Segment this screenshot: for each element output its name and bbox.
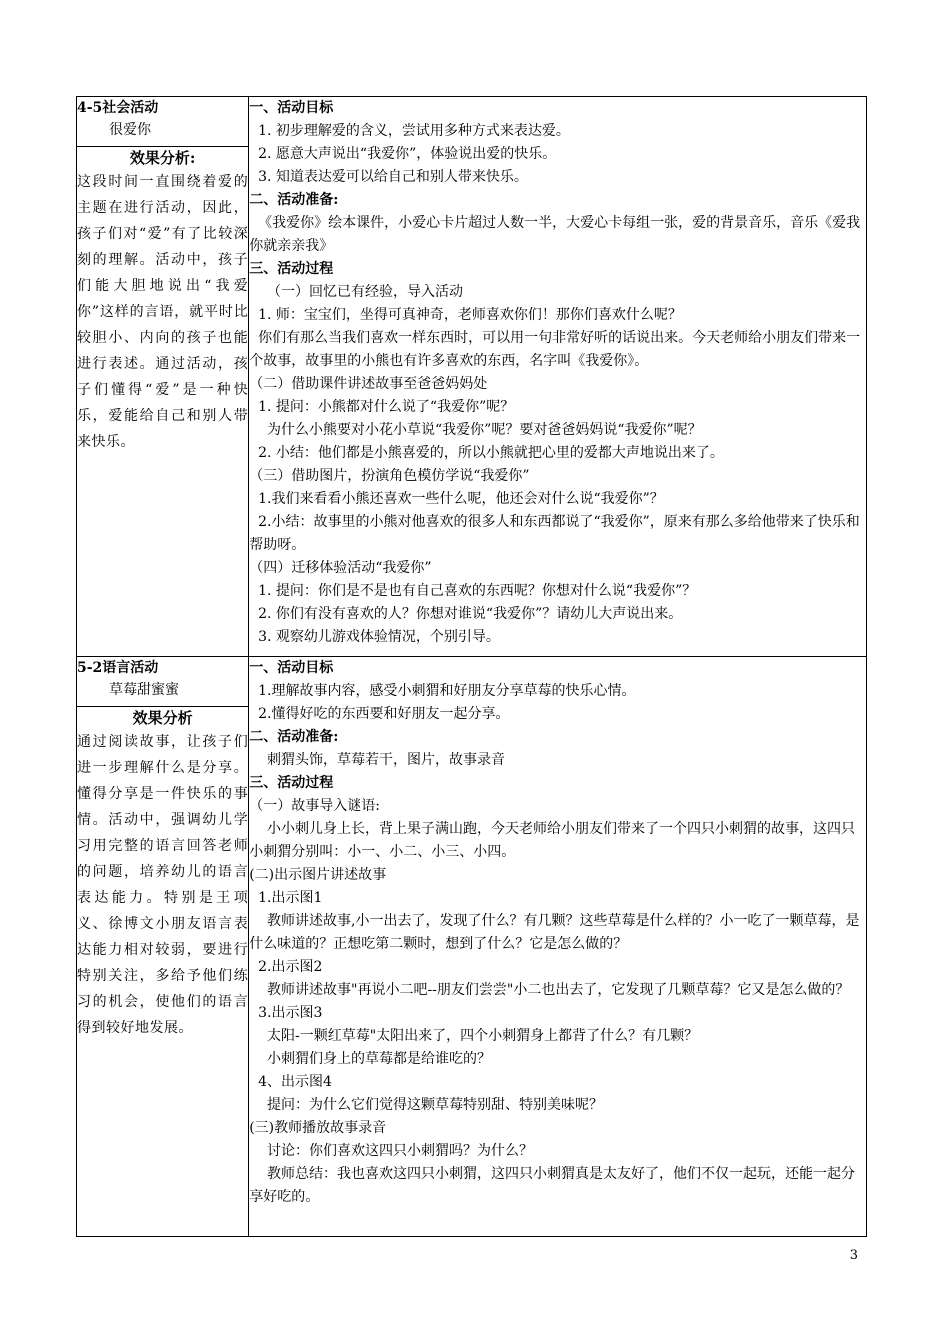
plan-line: 3.出示图3 <box>249 1005 323 1021</box>
lesson-header-2 <box>77 657 249 707</box>
lesson-plan-1 <box>249 97 867 657</box>
lesson-code: 5-2语言活动 <box>77 660 159 676</box>
plan-line: （二）借助课件讲述故事至爸爸妈妈处 <box>249 376 488 392</box>
plan-line: 1.理解故事内容，感受小刺猬和好朋友分享草莓的快乐心情。 <box>249 683 636 699</box>
plan-line: 太阳-一颗红草莓"太阳出来了，四个小刺猬身上都背了什么？有几颗？ <box>249 1028 699 1044</box>
plan-line: 3. 知道表达爱可以给自己和别人带来快乐。 <box>249 169 528 185</box>
plan-line: 2. 你们有没有喜欢的人？你想对谁说“我爱你”？请幼儿大声说出来。 <box>249 606 683 622</box>
plan-line: 2.小结：故事里的小熊对他喜欢的很多人和东西都说了“我爱你”，原来有那么多给他带来了快乐和帮助呀。 <box>249 514 860 553</box>
lesson-plan-2 <box>249 657 867 1237</box>
plan-line: 1. 师：宝宝们，坐得可真神奇，老师喜欢你们！那你们喜欢什么呢？ <box>249 307 682 323</box>
plan-line: 1. 提问：小熊都对什么说了“我爱你”呢？ <box>249 399 515 415</box>
plan-line: 2.出示图2 <box>249 959 323 975</box>
plan-line: 2. 愿意大声说出“我爱你”，体验说出爱的快乐。 <box>249 146 557 162</box>
plan-heading: 三、活动过程 <box>249 775 334 791</box>
plan-line: 1. 提问：你们是不是也有自己喜欢的东西呢？你想对什么说“我爱你”？ <box>249 583 697 599</box>
plan-line: 为什么小熊要对小花小草说“我爱你”呢？要对爸爸妈妈说“我爱你”呢？ <box>249 422 702 438</box>
effect-analysis-2 <box>77 707 249 1237</box>
plan-line: 1.我们来看看小熊还喜欢一些什么呢，他还会对什么说“我爱你”？ <box>249 491 664 507</box>
plan-line: 刺猬头饰，草莓若干，图片，故事录音 <box>249 752 506 768</box>
plan-line: 讨论：你们喜欢这四只小刺猬吗？为什么？ <box>249 1143 534 1159</box>
plan-line: 2.懂得好吃的东西要和好朋友一起分享。 <box>249 706 510 722</box>
page-number: 3 <box>849 1248 858 1263</box>
plan-line: （一）回忆已有经验，导入活动 <box>249 284 464 300</box>
plan-line: （三）借助图片，扮演角色模仿学说“我爱你” <box>249 468 530 484</box>
plan-line: 《我爱你》绘本课件，小爱心卡片超过人数一半，大爱心卡每组一张，爱的背景音乐，音乐《爱我你就亲亲我》 <box>249 215 861 254</box>
effect-title: 效果分析 <box>132 709 193 727</box>
lesson-table <box>76 96 867 1237</box>
lesson-title: 很爱你 <box>109 122 151 138</box>
plan-line: （一）故事导入谜语: <box>249 798 380 814</box>
plan-line: 教师讲述故事,小一出去了，发现了什么？有几颗？这些草莓是什么样的？小一吃了一颗草莓，是什么味道的？正想吃第二颗时，想到了什么？它是怎么做的？ <box>249 913 860 952</box>
plan-heading: 二、活动准备: <box>249 729 339 745</box>
plan-heading: 一、活动目标 <box>249 660 334 676</box>
lesson-header-1 <box>77 97 249 147</box>
plan-heading: 三、活动过程 <box>249 261 334 277</box>
effect-text: 通过阅读故事，让孩子们进一步理解什么是分享。懂得分享是一件快乐的事情。活动中，强调幼儿学习用完整的语言回答老师的问题，培养幼儿的语言表达能力。特别是王项义、徐博文小朋友语言表达能力相对较弱，要进行特别关注，多给予他们练习的机会，使他们的语言得到较好地发展。 <box>77 734 249 1036</box>
plan-line: 1. 初步理解爱的含义，尝试用多种方式来表达爱。 <box>249 123 570 139</box>
plan-line: 教师讲述故事"再说小二吧--朋友们尝尝"小二也出去了，它发现了几颗草莓？它又是怎么做的？ <box>249 982 850 998</box>
plan-line: 小刺猬们身上的草莓都是给谁吃的？ <box>249 1051 492 1067</box>
plan-line: (二)出示图片讲述故事 <box>249 867 387 883</box>
plan-line: 1.出示图1 <box>249 890 323 906</box>
plan-line: 4、出示图4 <box>249 1074 332 1090</box>
plan-line: 2. 小结：他们都是小熊喜爱的，所以小熊就把心里的爱都大声地说出来了。 <box>249 445 724 461</box>
plan-line: （四）迁移体验活动“我爱你” <box>249 560 432 576</box>
plan-line: 小小刺儿身上长，背上果子满山跑，今天老师给小朋友们带来了一个四只小刺猬的故事，这四只小刺猬分别叫：小一、小二、小三、小四。 <box>249 821 856 860</box>
plan-heading: 一、活动目标 <box>249 100 334 116</box>
plan-line: 提问：为什么它们觉得这颗草莓特别甜、特别美味呢？ <box>249 1097 604 1113</box>
lesson-title: 草莓甜蜜蜜 <box>109 682 179 698</box>
effect-text: 这段时间一直围绕着爱的主题在进行活动，因此，孩子们对“爱”有了比较深刻的理解。活动中，孩子们能大胆地说出“我爱你”这样的言语，就平时比较胆小、内向的孩子也能进行表述。通过活动，孩子们懂得“爱”是一种快乐，爱能给自己和别人带来快乐。 <box>77 174 249 450</box>
effect-analysis-1 <box>77 147 249 657</box>
plan-lines <box>249 97 866 649</box>
plan-line: 教师总结：我也喜欢这四只小刺猬，这四只小刺猬真是太友好了，他们不仅一起玩，还能一起分享好吃的。 <box>249 1166 856 1205</box>
plan-lines <box>249 657 866 1209</box>
plan-line: (三)教师播放故事录音 <box>249 1120 387 1136</box>
effect-title: 效果分析: <box>129 149 196 167</box>
plan-heading: 二、活动准备: <box>249 192 339 208</box>
plan-line: 3. 观察幼儿游戏体验情况，个别引导。 <box>249 629 500 645</box>
lesson-code: 4-5社会活动 <box>77 100 159 116</box>
plan-line: 你们有那么当我们喜欢一样东西时，可以用一句非常好听的话说出来。今天老师给小朋友们带来一个故事，故事里的小熊也有许多喜欢的东西，名字叫《我爱你》。 <box>249 330 861 369</box>
